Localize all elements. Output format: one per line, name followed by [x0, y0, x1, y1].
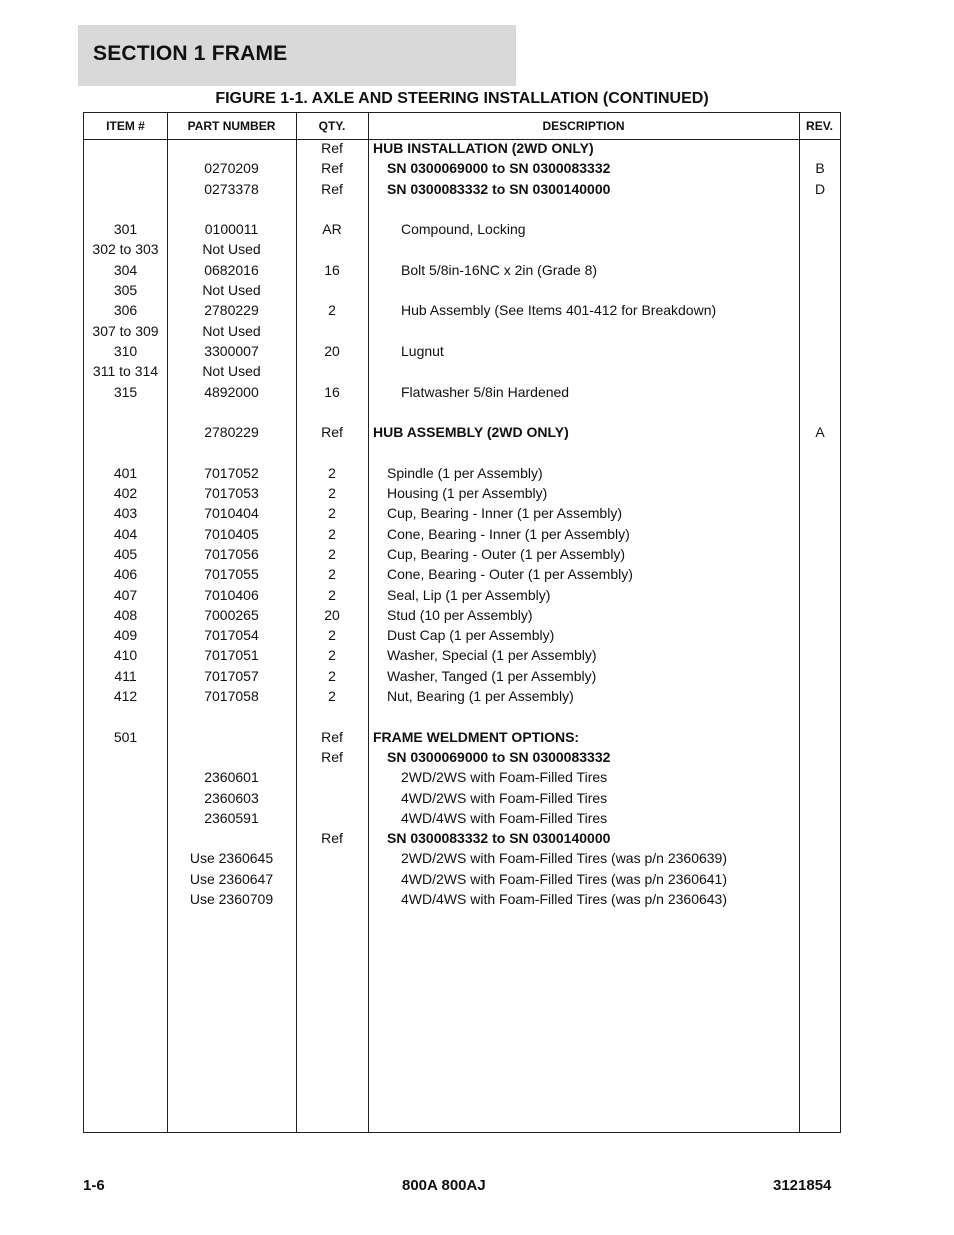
description: HUB ASSEMBLY (2WD ONLY) — [373, 424, 569, 441]
quantity: 16 — [324, 383, 340, 400]
part-number: 0270209 — [204, 160, 259, 177]
table-row — [84, 424, 840, 444]
table-row — [84, 566, 840, 586]
item-number: 403 — [113, 505, 138, 522]
part-number: 7010406 — [204, 586, 259, 603]
description: Hub Assembly (See Items 401-412 for Breakdown) — [401, 302, 717, 319]
quantity: Ref — [321, 140, 343, 156]
part-number: 7017058 — [204, 688, 259, 705]
table-row — [84, 607, 840, 627]
parts-table — [83, 112, 841, 1133]
table-row — [84, 587, 840, 607]
part-number: Not Used — [202, 322, 261, 339]
item-number: 404 — [113, 525, 138, 542]
part-number: 7017057 — [204, 667, 259, 684]
quantity: 2 — [328, 545, 336, 562]
quantity: 2 — [328, 667, 336, 684]
item-number: 406 — [113, 566, 138, 583]
description: SN 0300069000 to SN 0300083332 — [387, 748, 611, 765]
description: 4WD/2WS with Foam-Filled Tires — [401, 789, 608, 806]
item-number: 310 — [113, 342, 138, 359]
item-number: 311 to 314 — [92, 363, 159, 380]
description: Dust Cap (1 per Assembly) — [387, 627, 555, 644]
revision: A — [815, 424, 825, 441]
description: SN 0300083332 to SN 0300140000 — [387, 180, 611, 197]
description: 2WD/2WS with Foam-Filled Tires — [401, 769, 608, 786]
table-row — [84, 708, 840, 728]
section-banner — [78, 25, 516, 86]
part-number: Use 2360709 — [189, 890, 274, 907]
description: Washer, Tanged (1 per Assembly) — [387, 667, 597, 684]
item-number: 402 — [113, 485, 138, 502]
description: Washer, Special (1 per Assembly) — [387, 647, 597, 664]
quantity: 2 — [328, 566, 336, 583]
table-row — [84, 526, 840, 546]
part-number: 0682016 — [204, 261, 259, 278]
part-number: 7017052 — [204, 464, 259, 481]
item-number: 301 — [113, 221, 138, 238]
item-number: 410 — [113, 647, 138, 664]
description: Nut, Bearing (1 per Assembly) — [387, 688, 574, 705]
header-rev: REV. — [806, 119, 833, 133]
description: Cup, Bearing - Outer (1 per Assembly) — [387, 545, 626, 562]
item-number: 407 — [113, 586, 138, 603]
table-row — [84, 627, 840, 647]
revision: D — [814, 180, 826, 197]
part-number: 7017051 — [204, 647, 259, 664]
table-row — [84, 465, 840, 485]
table-row — [84, 871, 840, 891]
description: Cup, Bearing - Inner (1 per Assembly) — [387, 505, 622, 522]
table-row — [84, 140, 840, 160]
table-row — [84, 282, 840, 302]
description: Cone, Bearing - Outer (1 per Assembly) — [387, 566, 633, 583]
part-number: 7010404 — [204, 505, 259, 522]
part-number: Not Used — [202, 282, 261, 299]
quantity: Ref — [321, 728, 343, 745]
description: Lugnut — [401, 342, 444, 359]
quantity: 16 — [324, 261, 340, 278]
description: Housing (1 per Assembly) — [387, 485, 548, 502]
table-row — [84, 688, 840, 708]
table-body — [84, 140, 840, 911]
table-row — [84, 404, 840, 424]
quantity: Ref — [321, 424, 343, 441]
table-row — [84, 891, 840, 911]
header-part-number: PART NUMBER — [187, 119, 276, 133]
description: 4WD/2WS with Foam-Filled Tires (was p/n 2360641) — [401, 870, 727, 887]
description: Seal, Lip (1 per Assembly) — [387, 586, 551, 603]
item-number: 306 — [113, 302, 138, 319]
table-row — [84, 221, 840, 241]
quantity: Ref — [321, 180, 343, 197]
description: 4WD/4WS with Foam-Filled Tires — [401, 809, 608, 826]
table-row — [84, 181, 840, 201]
item-number: 409 — [113, 627, 138, 644]
item-number: 315 — [113, 383, 138, 400]
part-number: 7017055 — [204, 566, 259, 583]
table-row — [84, 790, 840, 810]
description: 4WD/4WS with Foam-Filled Tires (was p/n 2360643) — [401, 890, 727, 907]
part-number: 2780229 — [204, 424, 259, 441]
item-number: 405 — [113, 545, 138, 562]
header-qty: QTY. — [318, 119, 346, 133]
table-row — [84, 546, 840, 566]
header-description: DESCRIPTION — [542, 119, 625, 133]
description: Spindle (1 per Assembly) — [387, 464, 543, 481]
part-number: 0100011 — [204, 221, 259, 238]
description: SN 0300083332 to SN 0300140000 — [387, 830, 611, 847]
table-row — [84, 647, 840, 667]
table-row — [84, 668, 840, 688]
item-number: 305 — [113, 282, 138, 299]
item-number: 307 to 309 — [92, 322, 159, 339]
table-row — [84, 363, 840, 383]
quantity: 2 — [328, 688, 336, 705]
part-number: 4892000 — [204, 383, 259, 400]
part-number: 0273378 — [204, 180, 259, 197]
table-row — [84, 201, 840, 221]
table-row — [84, 384, 840, 404]
description: Stud (10 per Assembly) — [387, 606, 533, 623]
table-row — [84, 749, 840, 769]
table-row — [84, 302, 840, 322]
description: FRAME WELDMENT OPTIONS: — [373, 728, 580, 745]
description: SN 0300069000 to SN 0300083332 — [387, 160, 611, 177]
table-row — [84, 323, 840, 343]
item-number: 408 — [113, 606, 138, 623]
part-number: Not Used — [202, 241, 261, 258]
page-number: 1-6 — [83, 1177, 105, 1194]
part-number: Not Used — [202, 363, 261, 380]
description: Cone, Bearing - Inner (1 per Assembly) — [387, 525, 630, 542]
quantity: 2 — [328, 464, 336, 481]
part-number: 7017056 — [204, 545, 259, 562]
description: Compound, Locking — [401, 221, 526, 238]
quantity: Ref — [321, 830, 343, 847]
table-row — [84, 830, 840, 850]
quantity: AR — [322, 221, 342, 238]
item-number: 412 — [113, 688, 138, 705]
figure-title: FIGURE 1-1. AXLE AND STEERING INSTALLATION (CONTINUED) — [215, 90, 709, 107]
item-number: 401 — [113, 464, 138, 481]
quantity: 2 — [328, 525, 336, 542]
part-number: 7000265 — [204, 606, 259, 623]
table-row — [84, 729, 840, 749]
table-row — [84, 343, 840, 363]
part-number: 7010405 — [204, 525, 259, 542]
table-row — [84, 444, 840, 464]
item-number: 304 — [113, 261, 138, 278]
table-row — [84, 160, 840, 180]
item-number: 302 to 303 — [92, 241, 159, 258]
table-row — [84, 485, 840, 505]
part-number: 3300007 — [204, 342, 259, 359]
part-number: 2360591 — [204, 809, 259, 826]
part-number: 7017054 — [204, 627, 259, 644]
part-number: 7017053 — [204, 485, 259, 502]
quantity: 2 — [328, 647, 336, 664]
part-number: 2360603 — [204, 789, 259, 806]
description: Flatwasher 5/8in Hardened — [401, 383, 570, 400]
part-number: Use 2360645 — [189, 850, 274, 867]
quantity: 20 — [324, 606, 340, 623]
table-row — [84, 505, 840, 525]
description: HUB INSTALLATION (2WD ONLY) — [373, 140, 594, 156]
table-row — [84, 262, 840, 282]
quantity: 2 — [328, 302, 336, 319]
item-number: 411 — [114, 667, 137, 684]
section-title: SECTION 1 FRAME — [93, 42, 288, 65]
item-number: 501 — [113, 728, 138, 745]
part-number: 2360601 — [204, 769, 259, 786]
quantity: 20 — [324, 342, 340, 359]
model-label: 800A 800AJ — [402, 1177, 486, 1194]
quantity: 2 — [328, 505, 336, 522]
description: Bolt 5/8in-16NC x 2in (Grade 8) — [401, 261, 598, 278]
quantity: 2 — [328, 485, 336, 502]
document-number: 3121854 — [773, 1177, 832, 1194]
header-item: ITEM # — [106, 119, 145, 133]
table-row — [84, 769, 840, 789]
table-row — [84, 810, 840, 830]
quantity: Ref — [321, 160, 343, 177]
quantity: 2 — [328, 627, 336, 644]
part-number: Use 2360647 — [189, 870, 274, 887]
revision: B — [815, 160, 825, 177]
table-row — [84, 241, 840, 261]
quantity: 2 — [328, 586, 336, 603]
quantity: Ref — [321, 748, 343, 765]
part-number: 2780229 — [204, 302, 259, 319]
description: 2WD/2WS with Foam-Filled Tires (was p/n 2360639) — [401, 850, 727, 867]
table-row — [84, 850, 840, 870]
